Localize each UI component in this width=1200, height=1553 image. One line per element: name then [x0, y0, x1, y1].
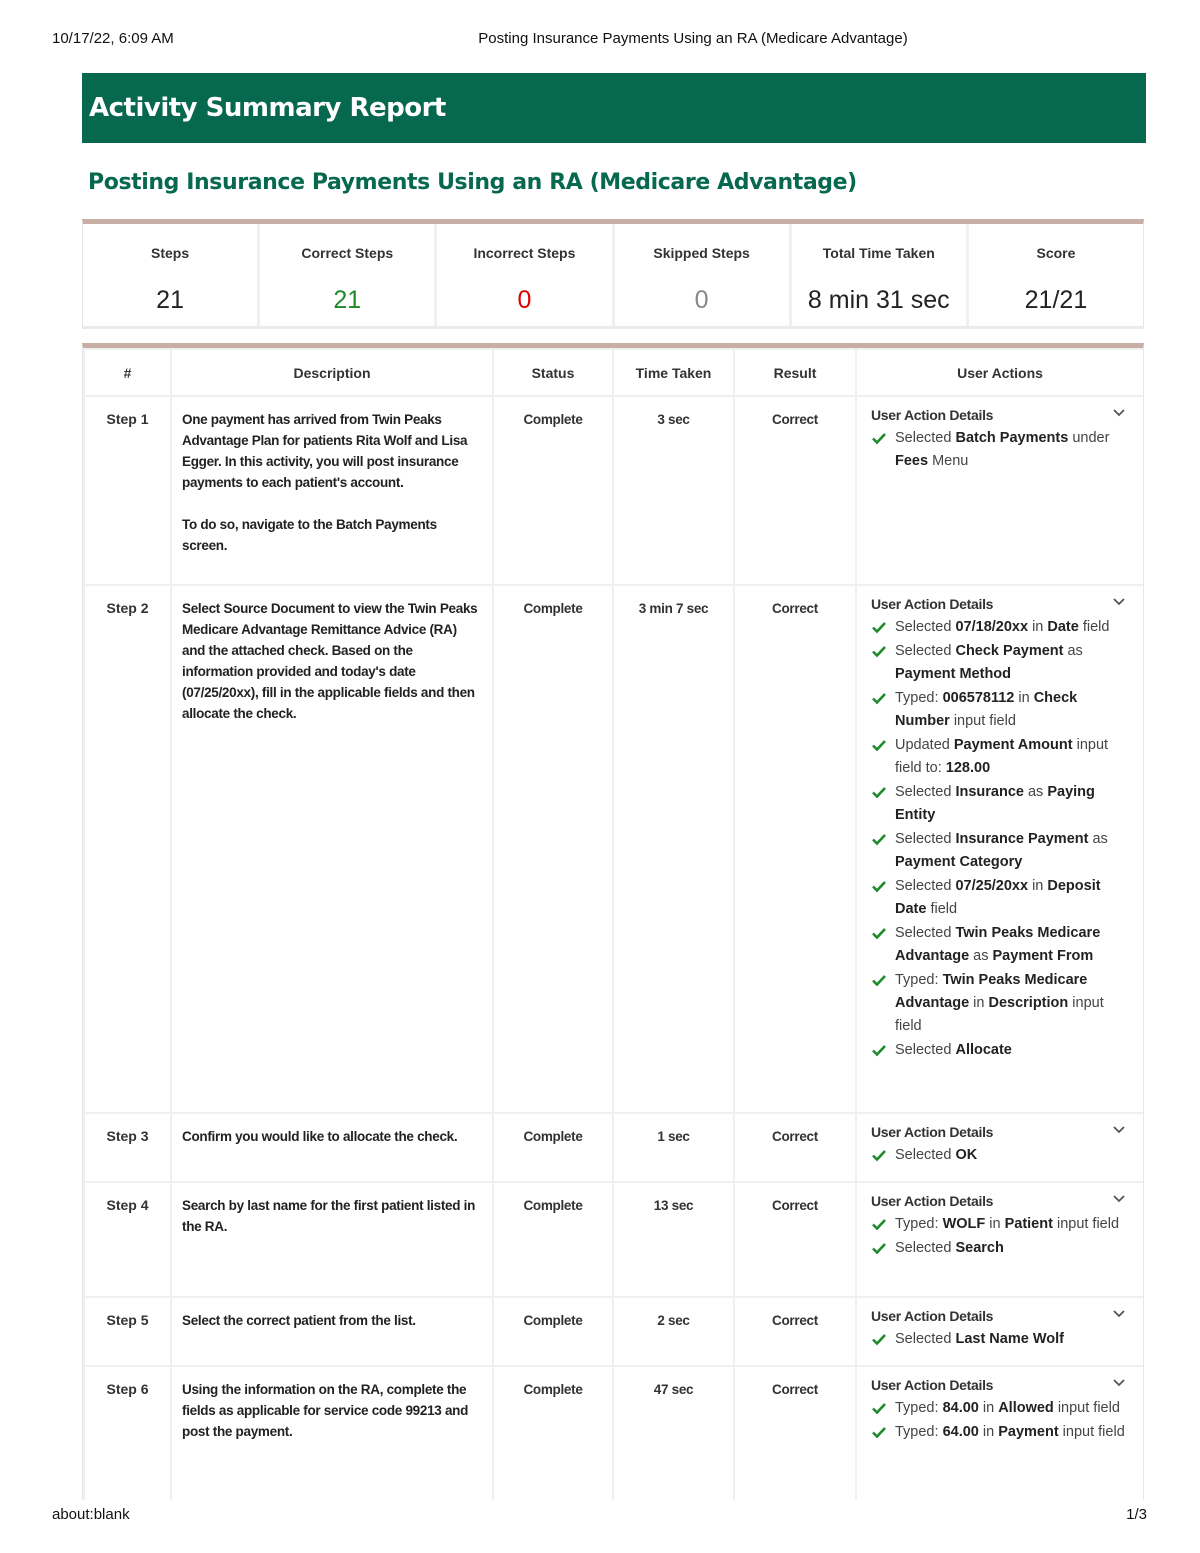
action-value: 64.00 [942, 1424, 979, 1440]
steps-table [83, 348, 1144, 1500]
stat-incorrect-value: 0 [517, 286, 532, 314]
table-row [84, 1297, 1144, 1366]
step-status: Complete [493, 1182, 613, 1297]
description-text: Select the correct patient from the list. [182, 1313, 416, 1328]
checkmark-icon [871, 878, 887, 894]
action-text: Typed: [895, 690, 943, 706]
action-value: Check Payment [955, 643, 1064, 659]
action-value: WOLF [942, 1216, 986, 1232]
action-text: field [926, 901, 958, 917]
col-header-time: Time Taken [613, 349, 734, 396]
step-result: Correct [734, 1297, 856, 1366]
stat-score-value: 21/21 [1024, 286, 1088, 314]
action-value: Payment [998, 1424, 1059, 1440]
action-value: Deposit Date [895, 878, 1101, 917]
chevron-down-icon[interactable] [1109, 593, 1129, 611]
action-text: Selected [895, 831, 956, 847]
action-value: Batch Payments [955, 430, 1069, 446]
checkmark-icon [871, 925, 887, 941]
action-value: Last Name Wolf [955, 1331, 1064, 1347]
user-actions-cell [856, 1366, 1144, 1500]
action-value: Allowed [998, 1400, 1054, 1416]
description-text: One payment has arrived from Twin Peaks Advantage Plan for patients Rita Wolf and Lisa Egger. In this activity, you will post insurance payments to each patient's account. [182, 412, 468, 490]
stat-steps [83, 224, 260, 326]
action-text: as [1063, 643, 1083, 659]
action-value: Allocate [955, 1042, 1012, 1058]
user-action-details-label: User Action Details [871, 1124, 994, 1140]
action-value: Description [988, 995, 1069, 1011]
table-row [84, 396, 1144, 585]
description-text [182, 598, 482, 724]
user-action-item [871, 687, 1129, 733]
checkmark-icon [871, 784, 887, 800]
step-description [171, 1297, 493, 1366]
action-value: OK [955, 1147, 978, 1163]
user-action-item [871, 734, 1129, 780]
step-time-taken: 13 sec [613, 1182, 734, 1297]
action-text: Selected [895, 619, 956, 635]
action-value: Date [1047, 619, 1079, 635]
checkmark-icon [871, 690, 887, 706]
description-highlight: 07/25/20xx [186, 685, 251, 700]
stat-score [969, 224, 1143, 326]
action-text: under [1068, 430, 1110, 446]
action-text: Selected [895, 430, 956, 446]
action-value: 84.00 [942, 1400, 979, 1416]
print-datetime: 10/17/22, 6:09 AM [52, 30, 174, 47]
action-value: Patient [1004, 1216, 1053, 1232]
user-actions-cell [856, 1182, 1144, 1297]
step-description [171, 1113, 493, 1182]
steps-table-container [82, 343, 1144, 1500]
action-text: input field [1053, 1400, 1120, 1416]
step-status: Complete [493, 396, 613, 585]
user-action-details-label: User Action Details [871, 1377, 994, 1393]
user-action-item [871, 1144, 1129, 1167]
stat-score-label: Score [1036, 245, 1076, 261]
checkmark-icon [871, 1216, 887, 1232]
description-text: Select [182, 601, 224, 616]
action-text: in [978, 1400, 999, 1416]
user-actions-cell [856, 1113, 1144, 1182]
stat-skipped-label: Skipped Steps [653, 245, 750, 261]
action-value: Insurance [955, 784, 1024, 800]
description-text: to view the Twin Peaks Medicare Advantage Remittance Advice (RA) and the attached check. Based on the information provided and today's date ( [182, 601, 478, 700]
checkmark-icon [871, 1240, 887, 1256]
step-time-taken: 3 sec [613, 396, 734, 585]
action-text: Typed: [895, 1424, 943, 1440]
action-value: 07/25/20xx [955, 878, 1029, 894]
action-text: input field [1058, 1424, 1125, 1440]
stat-time-value: 8 min 31 sec [807, 286, 950, 314]
report-banner [82, 73, 1146, 143]
checkmark-icon [871, 1331, 887, 1347]
user-action-details-label: User Action Details [871, 407, 994, 423]
step-number: Step 5 [84, 1297, 171, 1366]
action-text: Typed: [895, 1400, 943, 1416]
action-text: in [978, 1424, 999, 1440]
report-title: Activity Summary Report [89, 93, 446, 123]
step-number: Step 4 [84, 1182, 171, 1297]
chevron-down-icon[interactable] [1109, 1374, 1129, 1392]
description-text: screen. [182, 538, 228, 553]
user-action-item [871, 1328, 1129, 1351]
user-action-item [871, 781, 1129, 827]
description-text: ), fill in the applicable fields and then allocate the check. [182, 685, 475, 721]
action-text: as [969, 948, 993, 964]
step-description [171, 396, 493, 585]
description-text: Using the information on the RA, complete the fields as applicable for service code 99213 and post the payment. [182, 1382, 469, 1439]
user-action-details-toggle[interactable] [871, 1306, 1129, 1327]
action-text: as [1023, 784, 1048, 800]
user-action-item [871, 875, 1129, 921]
chevron-down-icon[interactable] [1109, 1121, 1129, 1139]
step-number: Step 2 [84, 585, 171, 1113]
stat-time-label: Total Time Taken [822, 245, 935, 261]
action-value: Check Number [895, 690, 1078, 729]
step-number: Step 1 [84, 396, 171, 585]
action-text: Selected [895, 878, 956, 894]
action-text: Selected [895, 1042, 956, 1058]
action-value: Payment Category [895, 854, 1023, 870]
user-action-details-toggle[interactable] [871, 1122, 1129, 1143]
user-action-details-label: User Action Details [871, 596, 994, 612]
action-text: Menu [928, 453, 969, 469]
action-value: Twin Peaks Medicare Advantage [895, 925, 1101, 964]
user-actions-cell [856, 585, 1144, 1113]
user-action-item [871, 1237, 1129, 1260]
user-action-item [871, 922, 1129, 968]
step-description [171, 1366, 493, 1500]
action-text: in [985, 1216, 1005, 1232]
step-status: Complete [493, 1297, 613, 1366]
stat-correct [260, 224, 437, 326]
table-header-row [84, 349, 1144, 396]
step-time-taken: 2 sec [613, 1297, 734, 1366]
step-result: Correct [734, 1366, 856, 1500]
print-url: about:blank [52, 1506, 130, 1523]
action-text: in [1028, 878, 1048, 894]
action-value: 006578112 [942, 690, 1015, 706]
checkmark-icon [871, 737, 887, 753]
description-text: Search by last name for the first patient listed in the RA. [182, 1198, 476, 1234]
stat-steps-label: Steps [151, 245, 190, 261]
action-text: Selected [895, 1240, 956, 1256]
print-page-title: Posting Insurance Payments Using an RA (Medicare Advantage) [478, 30, 908, 47]
step-result: Correct [734, 396, 856, 585]
action-value: Search [955, 1240, 1004, 1256]
step-result: Correct [734, 1113, 856, 1182]
description-text: Confirm you would like to allocate the check. [182, 1129, 458, 1144]
action-text: in [1014, 690, 1034, 706]
step-number: Step 6 [84, 1366, 171, 1500]
action-value: 07/18/20xx [955, 619, 1029, 635]
action-text: input field [895, 995, 1104, 1034]
action-text: in [969, 995, 989, 1011]
description-text [182, 1195, 482, 1237]
step-status: Complete [493, 585, 613, 1113]
table-row [84, 1182, 1144, 1297]
col-header-num: # [84, 349, 171, 396]
checkmark-icon [871, 1400, 887, 1416]
action-text: Updated [895, 737, 954, 753]
step-time-taken: 47 sec [613, 1366, 734, 1500]
checkmark-icon [871, 831, 887, 847]
user-action-item [871, 616, 1129, 639]
col-header-result: Result [734, 349, 856, 396]
stat-incorrect [437, 224, 614, 326]
user-actions-cell [856, 1297, 1144, 1366]
chevron-down-icon[interactable] [1109, 1190, 1129, 1208]
action-text: in [1028, 619, 1048, 635]
description-highlight: Source Document [223, 601, 335, 616]
description-text [182, 1379, 482, 1442]
checkmark-icon [871, 1042, 887, 1058]
action-value: Fees [895, 453, 929, 469]
action-text: Typed: [895, 972, 943, 988]
description-text: To do so, navigate to the [182, 517, 336, 532]
action-text: input field [949, 713, 1016, 729]
user-action-details-label: User Action Details [871, 1193, 994, 1209]
step-number: Step 3 [84, 1113, 171, 1182]
action-value: Insurance Payment [955, 831, 1089, 847]
table-row [84, 1113, 1144, 1182]
action-value: Payment Amount [953, 737, 1073, 753]
step-status: Complete [493, 1113, 613, 1182]
user-action-item [871, 1213, 1129, 1236]
step-result: Correct [734, 585, 856, 1113]
action-text: Selected [895, 1331, 956, 1347]
chevron-down-icon[interactable] [1109, 404, 1129, 422]
user-action-details-toggle[interactable] [871, 594, 1129, 615]
checkmark-icon [871, 430, 887, 446]
action-value: 128.00 [945, 760, 991, 776]
stats-summary [82, 219, 1144, 329]
user-action-item [871, 1039, 1129, 1062]
action-text: Selected [895, 784, 956, 800]
action-text: as [1088, 831, 1108, 847]
checkmark-icon [871, 1147, 887, 1163]
checkmark-icon [871, 619, 887, 635]
stat-skipped-value: 0 [694, 286, 709, 314]
checkmark-icon [871, 643, 887, 659]
action-value: Payment From [992, 948, 1094, 964]
stat-steps-value: 21 [156, 286, 184, 314]
step-time-taken: 3 min 7 sec [613, 585, 734, 1113]
action-text: field [1078, 619, 1110, 635]
description-text [182, 514, 482, 556]
checkmark-icon [871, 1424, 887, 1440]
table-row [84, 1366, 1144, 1500]
user-action-details-label: User Action Details [871, 1308, 994, 1324]
action-text: input field [1052, 1216, 1120, 1232]
action-value: Paying Entity [895, 784, 1095, 823]
description-highlight: Batch Payments [335, 517, 437, 532]
stat-incorrect-label: Incorrect Steps [473, 245, 576, 261]
step-result: Correct [734, 1182, 856, 1297]
action-text: Selected [895, 925, 956, 941]
user-action-item [871, 1421, 1129, 1444]
stat-correct-value: 21 [333, 286, 362, 314]
description-text [182, 1126, 482, 1147]
user-action-item [871, 1397, 1129, 1420]
user-action-details-toggle[interactable] [871, 405, 1129, 426]
action-text: Selected [895, 643, 956, 659]
user-action-item [871, 427, 1129, 473]
col-header-description: Description [171, 349, 493, 396]
user-actions-cell [856, 396, 1144, 585]
description-text [182, 1310, 482, 1331]
checkmark-icon [871, 972, 887, 988]
step-status: Complete [493, 1366, 613, 1500]
step-description [171, 1182, 493, 1297]
action-text: Selected [895, 1147, 956, 1163]
stat-time [792, 224, 969, 326]
action-text: input field to: [895, 737, 1109, 776]
col-header-status: Status [493, 349, 613, 396]
chevron-down-icon[interactable] [1109, 1305, 1129, 1323]
table-row [84, 585, 1144, 1113]
action-value: Twin Peaks Medicare Advantage [895, 972, 1088, 1011]
user-action-item [871, 828, 1129, 874]
activity-title: Posting Insurance Payments Using an RA (Medicare Advantage) [88, 170, 857, 195]
step-description [171, 585, 493, 1113]
action-text: Typed: [895, 1216, 943, 1232]
print-page-number: 1/3 [1126, 1506, 1147, 1523]
user-action-details-toggle[interactable] [871, 1375, 1129, 1396]
col-header-actions: User Actions [856, 349, 1144, 396]
action-value: Payment Method [895, 666, 1012, 682]
steps-table-body [84, 396, 1144, 1500]
user-action-item [871, 969, 1129, 1038]
step-time-taken: 1 sec [613, 1113, 734, 1182]
stat-correct-label: Correct Steps [301, 245, 394, 261]
user-action-item [871, 640, 1129, 686]
stat-skipped [615, 224, 792, 326]
user-action-details-toggle[interactable] [871, 1191, 1129, 1212]
